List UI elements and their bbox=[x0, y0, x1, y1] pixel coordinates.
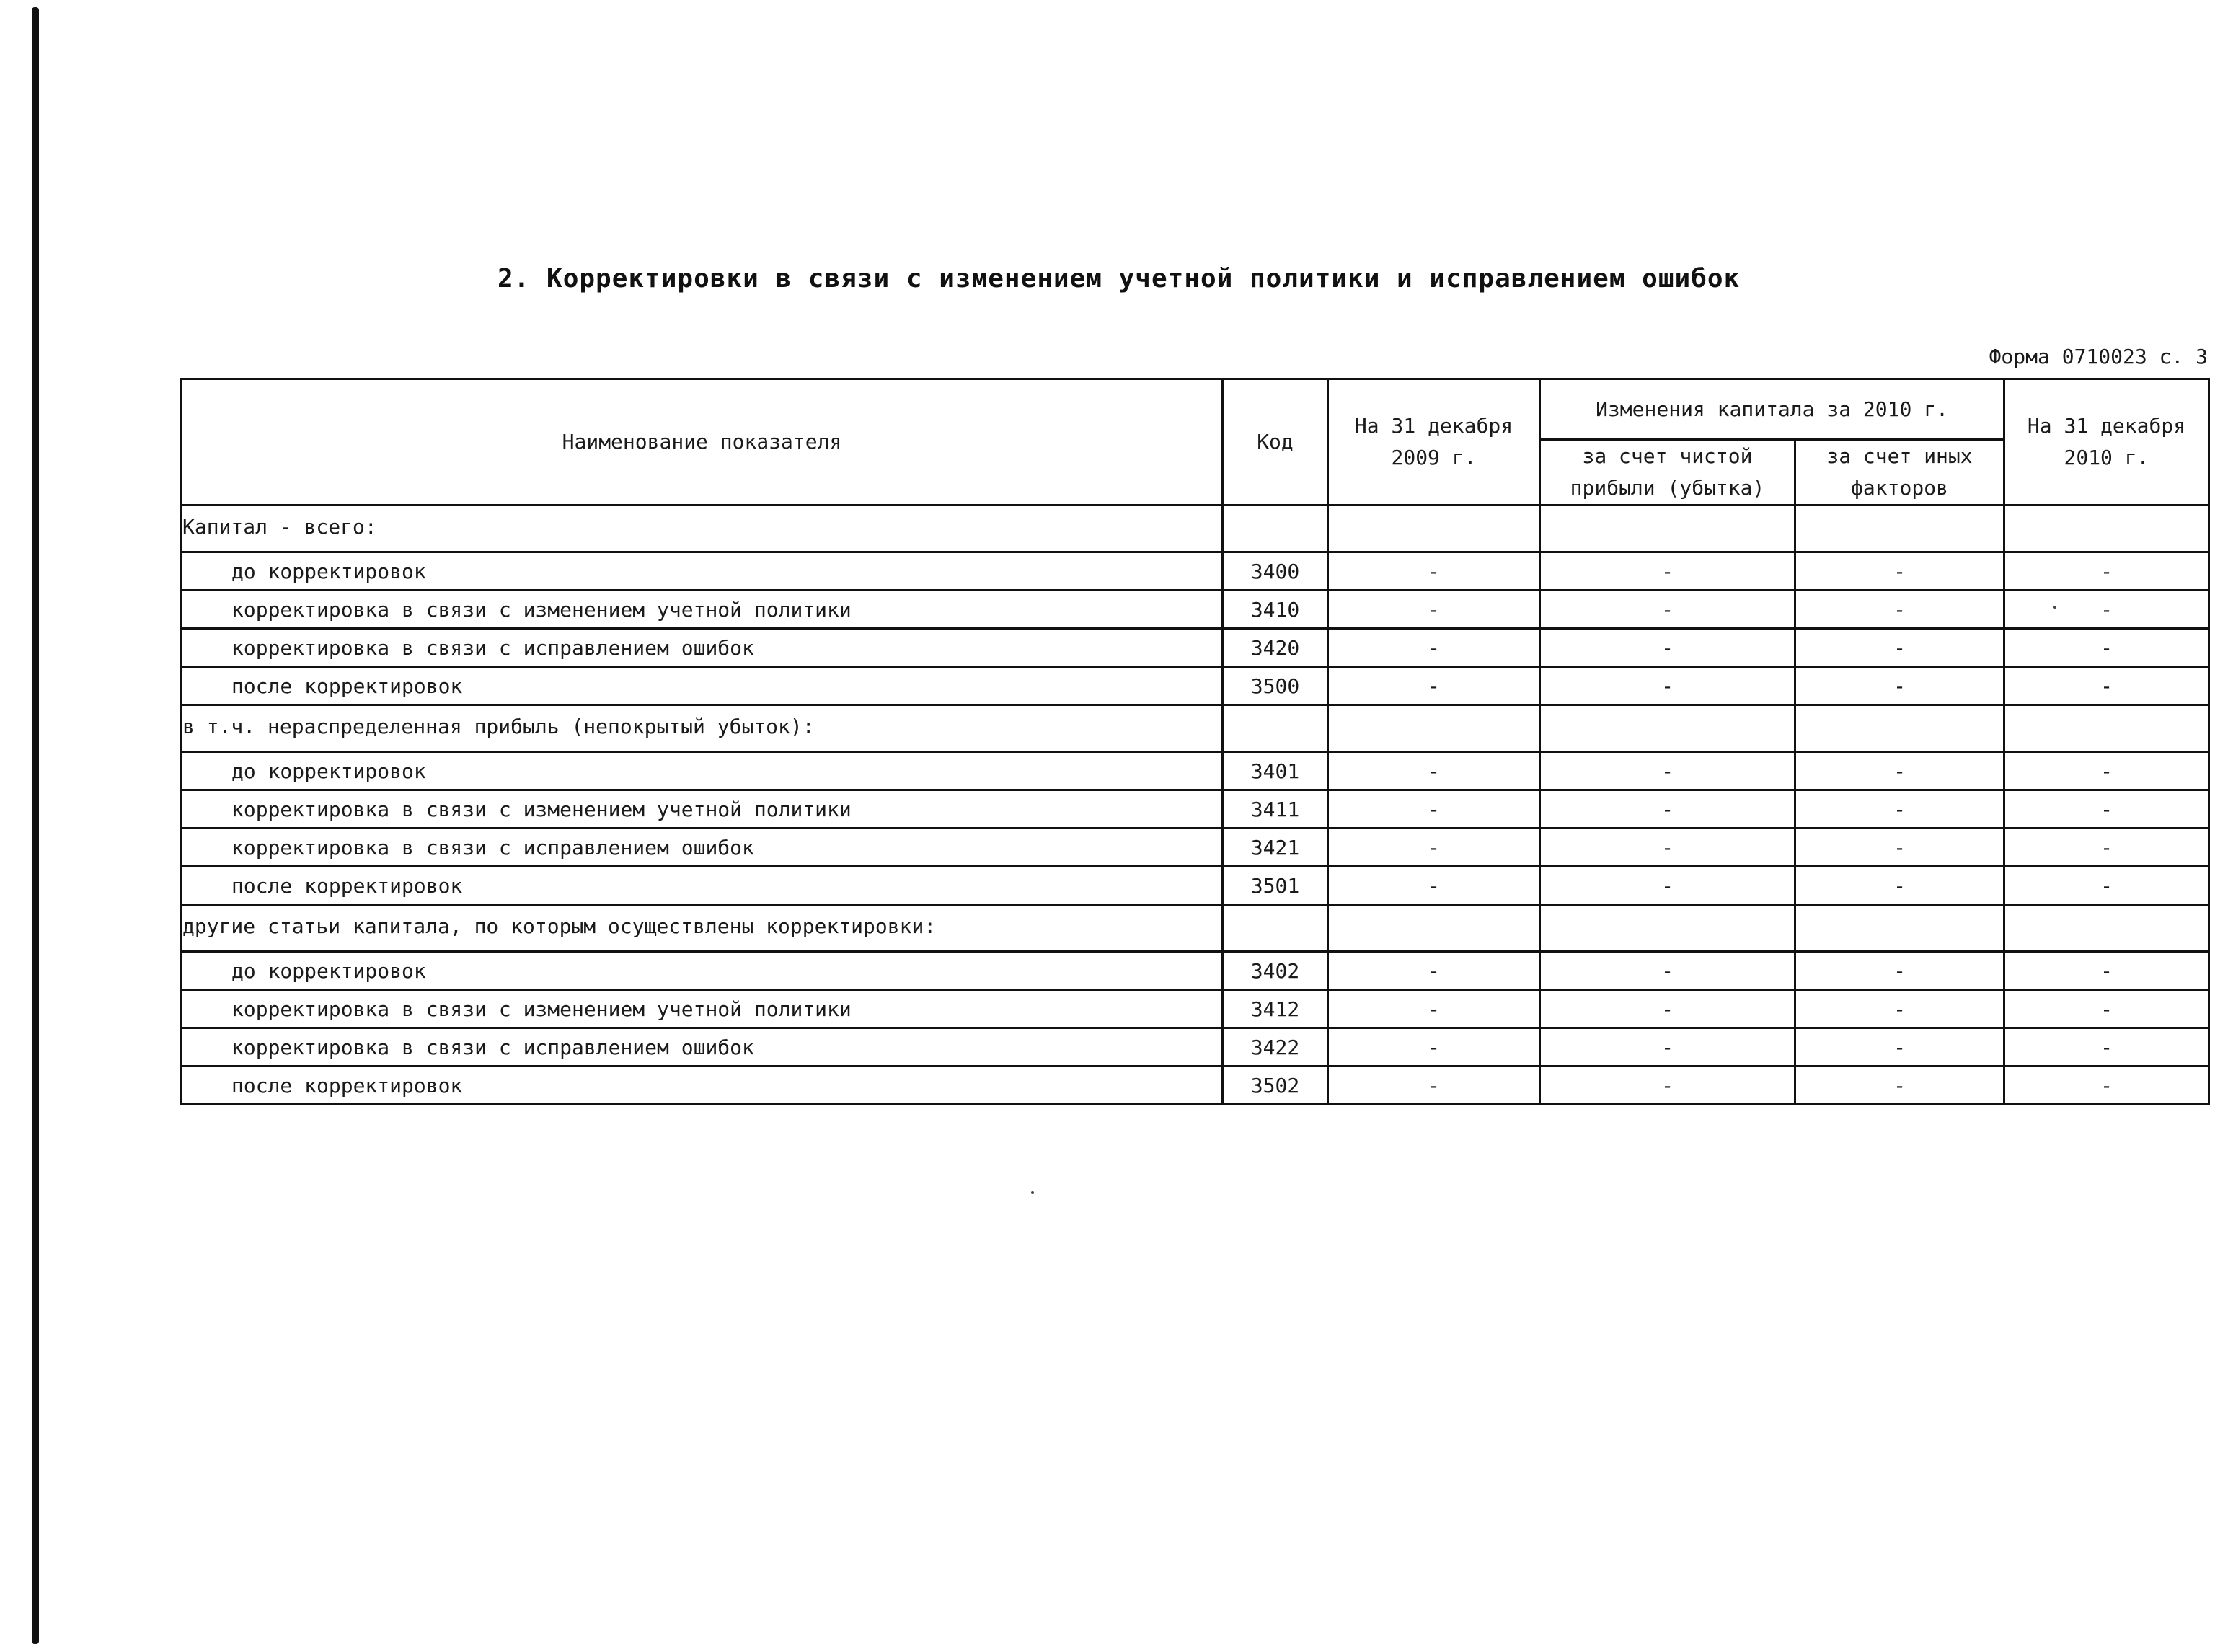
cell-net-profit: - bbox=[1540, 1028, 1795, 1066]
cell-dec-2009: - bbox=[1328, 829, 1540, 867]
cell-dec-2009: - bbox=[1328, 790, 1540, 829]
row-code: 3500 bbox=[1223, 667, 1328, 705]
table-row bbox=[182, 790, 2209, 829]
header-other-factors: за счет иных факторов bbox=[1795, 440, 2004, 505]
row-code: 3401 bbox=[1223, 752, 1328, 790]
form-reference: Форма 0710023 с. 3 bbox=[1989, 345, 2208, 368]
header-dec-2009: На 31 декабря 2009 г. bbox=[1328, 379, 1540, 505]
row-label: после корректировок bbox=[182, 667, 1223, 705]
cell-net-profit: - bbox=[1540, 591, 1795, 629]
cell-net-profit: - bbox=[1540, 790, 1795, 829]
cell-other-factors: - bbox=[1795, 667, 2004, 705]
cell-dec-2009: - bbox=[1328, 867, 1540, 905]
cell-other-factors: - bbox=[1795, 591, 2004, 629]
cell-net-profit: - bbox=[1540, 829, 1795, 867]
cell-net-profit: - bbox=[1540, 552, 1795, 591]
cell-other-factors: - bbox=[1795, 629, 2004, 667]
group-title: в т.ч. нераспределенная прибыль (непокрытый убыток): bbox=[182, 705, 1223, 752]
group-title: другие статьи капитала, по которым осуществлены корректировки: bbox=[182, 905, 1223, 952]
cell-dec-2010: - bbox=[2004, 629, 2209, 667]
cell-net-profit: - bbox=[1540, 867, 1795, 905]
cell-other-factors: - bbox=[1795, 1066, 2004, 1105]
row-label: до корректировок bbox=[182, 552, 1223, 591]
cell-dec-2009: - bbox=[1328, 1028, 1540, 1066]
group-title-row bbox=[182, 905, 2209, 952]
cell-dec-2009: - bbox=[1328, 990, 1540, 1028]
row-code: 3412 bbox=[1223, 990, 1328, 1028]
cell-other-factors: - bbox=[1795, 752, 2004, 790]
group-title: Капитал - всего: bbox=[182, 505, 1223, 552]
cell-net-profit: - bbox=[1540, 1066, 1795, 1105]
cell-net-profit: - bbox=[1540, 990, 1795, 1028]
table-row bbox=[182, 752, 2209, 790]
group-title-row bbox=[182, 505, 2209, 552]
row-code: 3411 bbox=[1223, 790, 1328, 829]
row-code: 3400 bbox=[1223, 552, 1328, 591]
table-row bbox=[182, 667, 2209, 705]
cell-dec-2009: - bbox=[1328, 629, 1540, 667]
cell-dec-2010: - bbox=[2004, 552, 2209, 591]
cell-dec-2010: - bbox=[2004, 990, 2209, 1028]
header-name: Наименование показателя bbox=[182, 379, 1223, 505]
scan-edge-mark bbox=[32, 7, 39, 1644]
cell-dec-2010: - bbox=[2004, 867, 2209, 905]
row-label: после корректировок bbox=[182, 1066, 1223, 1105]
cell-dec-2009: - bbox=[1328, 752, 1540, 790]
cell-dec-2010: - bbox=[2004, 1028, 2209, 1066]
cell-dec-2009: - bbox=[1328, 1066, 1540, 1105]
header-net-profit: за счет чистой прибыли (убытка) bbox=[1540, 440, 1795, 505]
table-row bbox=[182, 990, 2209, 1028]
row-label: после корректировок bbox=[182, 867, 1223, 905]
row-code: 3420 bbox=[1223, 629, 1328, 667]
table-row bbox=[182, 952, 2209, 990]
header-code: Код bbox=[1223, 379, 1328, 505]
table-row bbox=[182, 629, 2209, 667]
cell-dec-2009: - bbox=[1328, 591, 1540, 629]
row-code: 3422 bbox=[1223, 1028, 1328, 1066]
cell-dec-2009: - bbox=[1328, 667, 1540, 705]
cell-other-factors: - bbox=[1795, 867, 2004, 905]
cell-net-profit: - bbox=[1540, 952, 1795, 990]
cell-dec-2009: - bbox=[1328, 952, 1540, 990]
cell-dec-2010: - bbox=[2004, 790, 2209, 829]
row-label: корректировка в связи с изменением учетной политики bbox=[182, 790, 1223, 829]
scan-speck bbox=[1031, 1191, 1034, 1194]
table-row bbox=[182, 867, 2209, 905]
cell-other-factors: - bbox=[1795, 790, 2004, 829]
row-code: 3501 bbox=[1223, 867, 1328, 905]
cell-other-factors: - bbox=[1795, 952, 2004, 990]
row-label: корректировка в связи с изменением учетной политики bbox=[182, 990, 1223, 1028]
cell-dec-2010: - bbox=[2004, 829, 2209, 867]
cell-net-profit: - bbox=[1540, 667, 1795, 705]
row-code: 3502 bbox=[1223, 1066, 1328, 1105]
cell-dec-2010: - bbox=[2004, 591, 2209, 629]
table-row bbox=[182, 552, 2209, 591]
table-row bbox=[182, 829, 2209, 867]
cell-dec-2010: - bbox=[2004, 1066, 2209, 1105]
scan-speck bbox=[2053, 606, 2056, 609]
row-code: 3410 bbox=[1223, 591, 1328, 629]
row-code: 3421 bbox=[1223, 829, 1328, 867]
cell-other-factors: - bbox=[1795, 829, 2004, 867]
cell-net-profit: - bbox=[1540, 629, 1795, 667]
row-label: корректировка в связи с изменением учетной политики bbox=[182, 591, 1223, 629]
cell-dec-2010: - bbox=[2004, 752, 2209, 790]
table-row bbox=[182, 1066, 2209, 1105]
page-title: 2. Корректировки в связи с изменением учетной политики и исправлением ошибок bbox=[498, 264, 1741, 293]
row-label: до корректировок bbox=[182, 752, 1223, 790]
header-dec-2010: На 31 декабря 2010 г. bbox=[2004, 379, 2209, 505]
cell-net-profit: - bbox=[1540, 752, 1795, 790]
adjustments-table bbox=[180, 378, 2210, 1105]
cell-other-factors: - bbox=[1795, 552, 2004, 591]
row-code: 3402 bbox=[1223, 952, 1328, 990]
row-label: корректировка в связи с исправлением ошибок bbox=[182, 1028, 1223, 1066]
header-capital-changes: Изменения капитала за 2010 г. bbox=[1540, 379, 2004, 440]
group-title-row bbox=[182, 705, 2209, 752]
row-label: до корректировок bbox=[182, 952, 1223, 990]
row-label: корректировка в связи с исправлением ошибок bbox=[182, 829, 1223, 867]
cell-dec-2010: - bbox=[2004, 952, 2209, 990]
cell-dec-2010: - bbox=[2004, 667, 2209, 705]
row-label: корректировка в связи с исправлением ошибок bbox=[182, 629, 1223, 667]
table-row bbox=[182, 1028, 2209, 1066]
cell-dec-2009: - bbox=[1328, 552, 1540, 591]
cell-other-factors: - bbox=[1795, 990, 2004, 1028]
cell-other-factors: - bbox=[1795, 1028, 2004, 1066]
table-row bbox=[182, 591, 2209, 629]
